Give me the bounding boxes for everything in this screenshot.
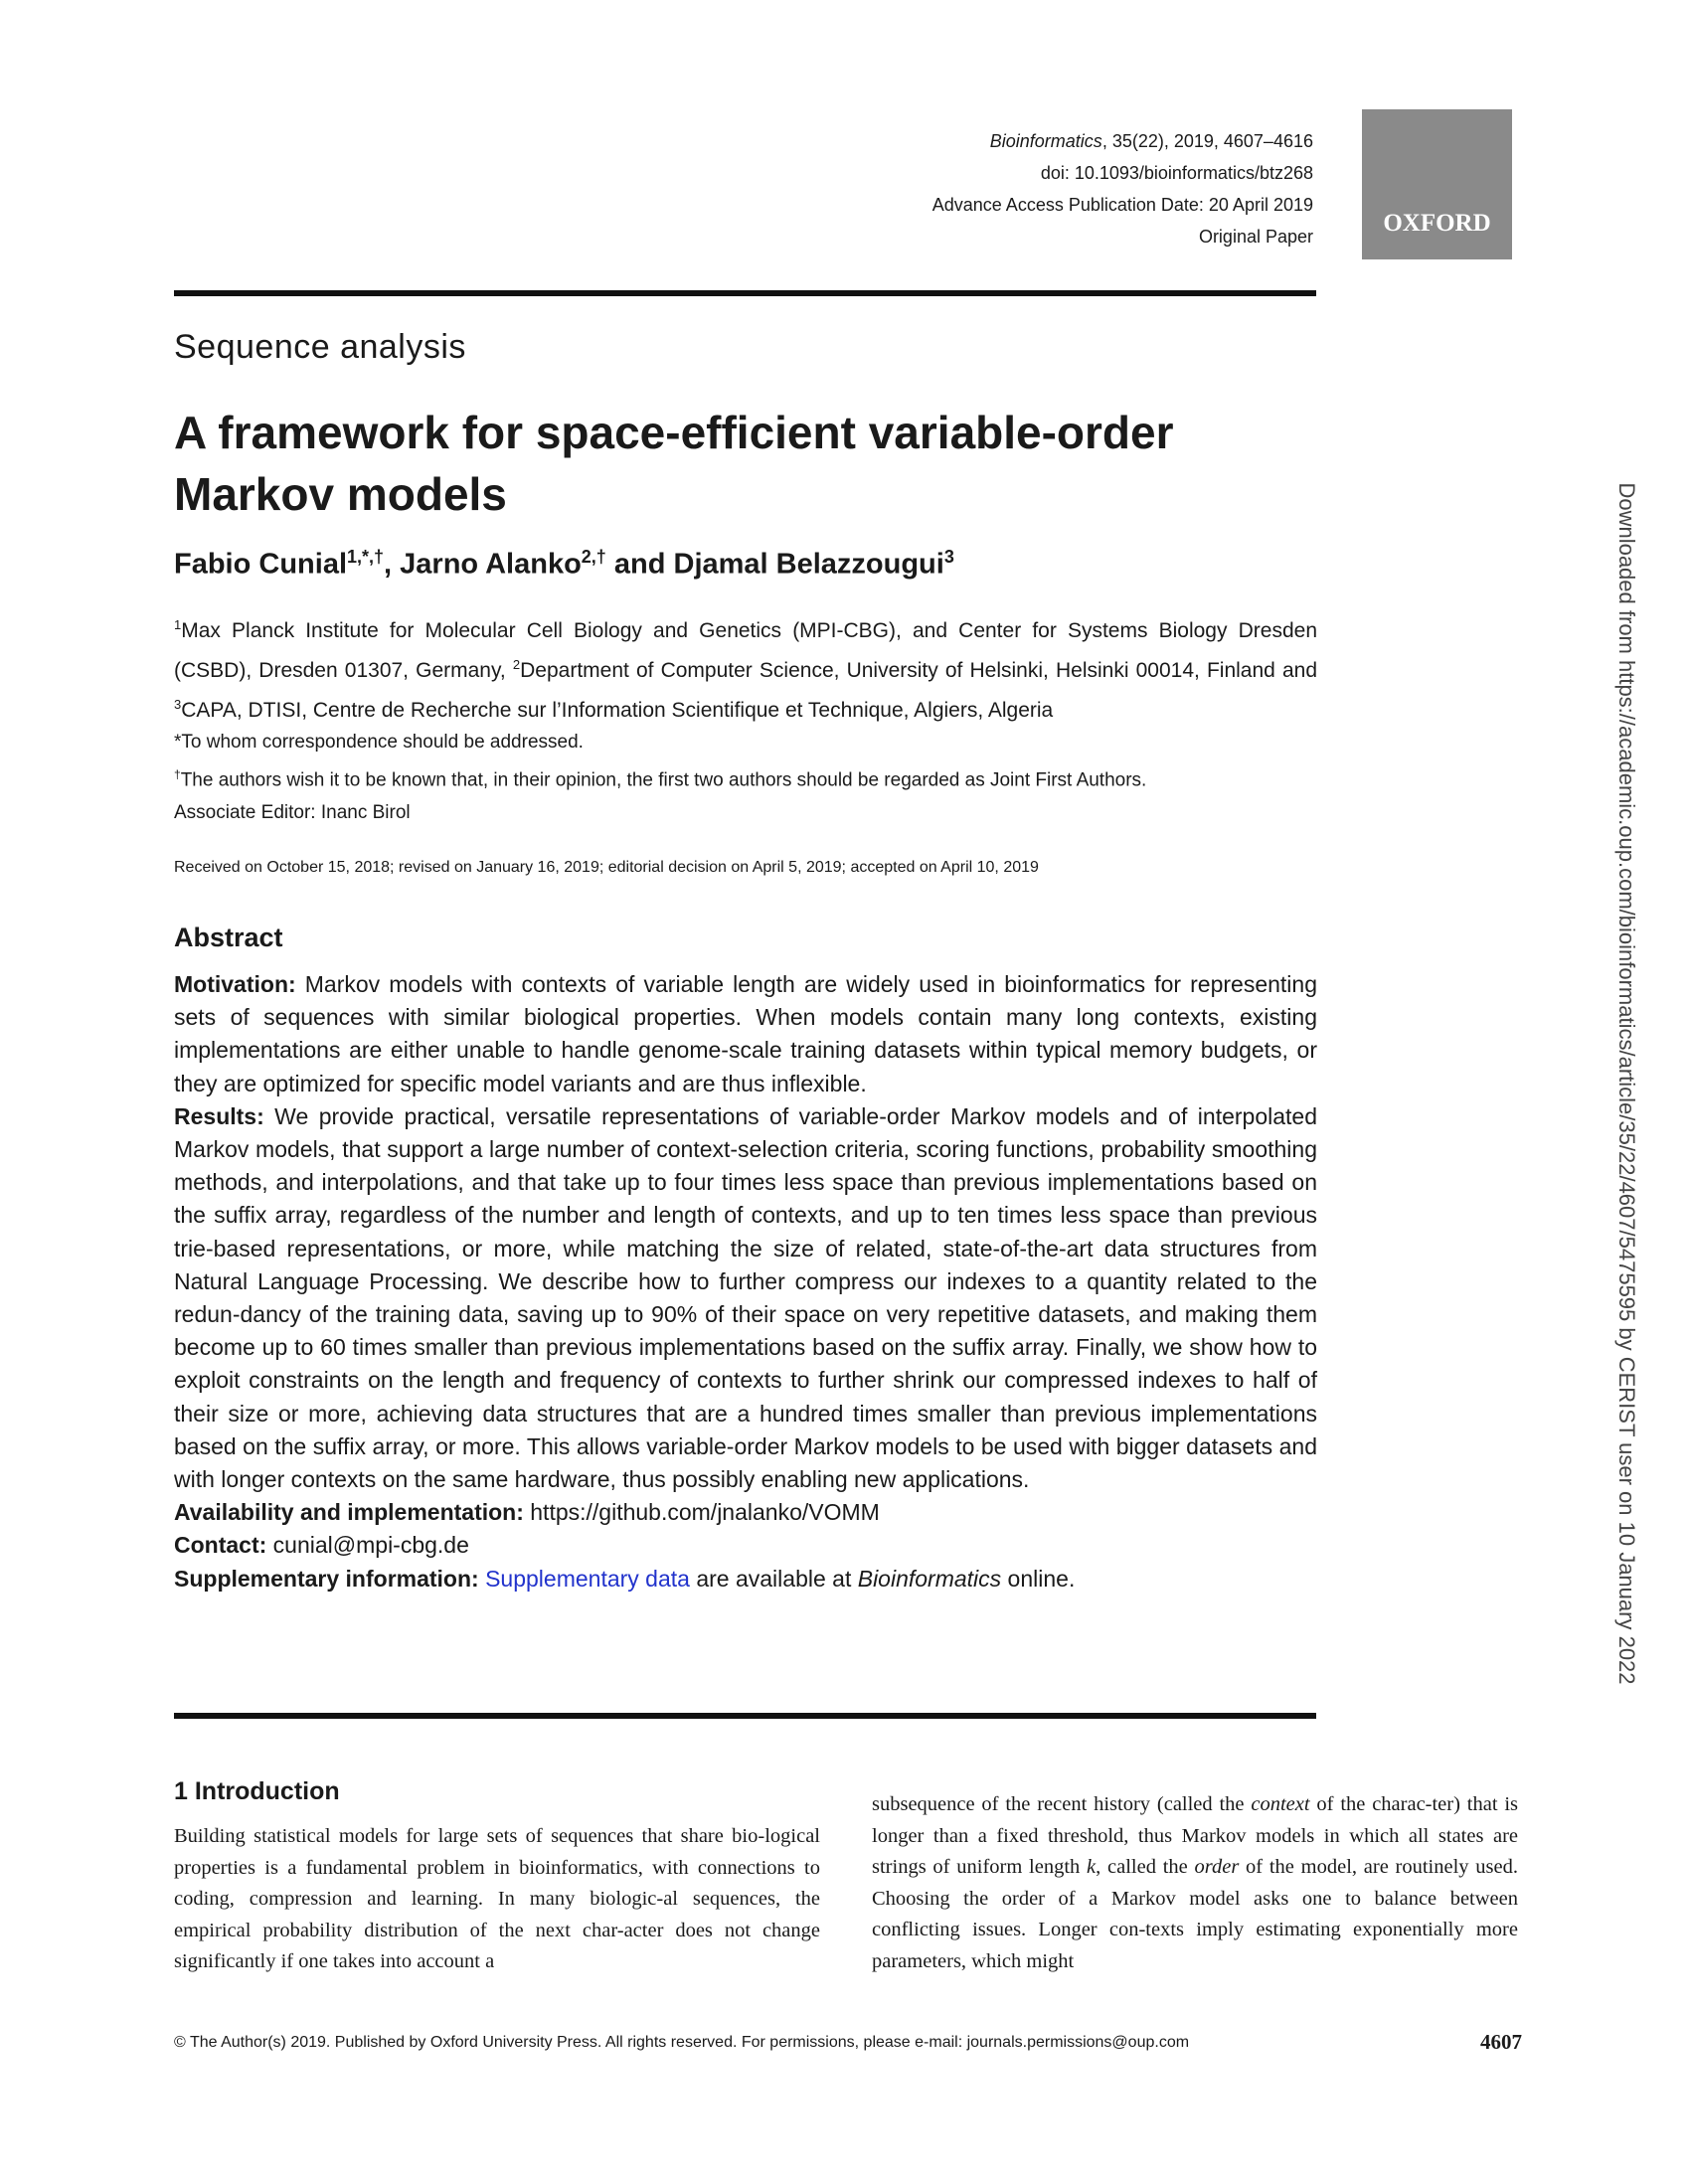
affiliation-mark: 2 bbox=[512, 657, 521, 672]
abstract-body bbox=[174, 968, 1317, 1596]
section-label: Sequence analysis bbox=[174, 328, 466, 366]
results-text: We provide practical, versatile representations of variable-order Markov models and of interpolated Markov models, that support a large number of context-selection criteria, scoring functions, probability smoothing methods, and interpolations, and that take up to four times less space than previous implementations based on the suffix array, regardless of the number and length of contexts, and up to ten times less space than previous trie-based representations, or more, while matching the size of related, state-of-the-art data structures from Natural Language Processing. We describe how to further compress our indexes to a quantity related to the redun-dancy of the training data, saving up to 90% of their space on very repetitive datasets, and making them become up to 60 times smaller than previous implementations based on the suffix array. Finally, we show how to exploit constraints on the length and frequency of contexts to further shrink our compressed indexes to half of their size or more, achieving data structures that are a hundred times smaller than previous implementations based on the suffix array, or more. This allows variable-order Markov models to be used with bigger datasets and with longer contexts on the same hardware, thus possibly enabling new applications. bbox=[174, 1102, 1317, 1493]
abstract-motivation bbox=[174, 968, 1317, 1100]
abstract-contact bbox=[174, 1529, 1317, 1562]
intro-text: of the model, are routinely used. Choosing the order of a Markov model asks one to balance between conflicting issues. Longer con-texts imply estimating exponentially more parameters, which might bbox=[872, 1856, 1518, 1972]
oxford-logo bbox=[1362, 109, 1512, 259]
joint-authorship-note bbox=[174, 758, 1317, 796]
supplementary-journal: Bioinformatics bbox=[857, 1565, 1002, 1592]
supplementary-text: are available at bbox=[689, 1565, 858, 1592]
journal-name: Bioinformatics bbox=[989, 131, 1102, 151]
joint-authorship-text: The authors wish it to be known that, in their opinion, the first two authors should be regarded as Joint First Authors. bbox=[180, 769, 1147, 791]
motivation-text: Markov models with contexts of variable length are widely used in bioinformatics for representing sets of sequences with similar biological properties. When models contain many long contexts, existing implementations are either unable to handle genome-scale training datasets within typical memory budgets, or they are optimized for specific model variants and are thus inflexible. bbox=[174, 971, 1317, 1096]
author-name: Fabio Cunial bbox=[174, 548, 347, 581]
intro-text: , called the bbox=[1096, 1856, 1195, 1878]
affiliation-text: Max Planck Institute for Molecular Cell Biology and Genetics (MPI-CBG), and Center for Systems Biology Dresden (CSBD), Dresden 01307, Germany, bbox=[174, 619, 1317, 682]
affiliation-text: Department of Computer Science, University of Helsinki, Helsinki 00014, Finland and bbox=[520, 659, 1317, 682]
intro-italic-term: context bbox=[1251, 1793, 1310, 1815]
dagger-mark: † bbox=[174, 767, 181, 781]
abstract-availability bbox=[174, 1496, 1317, 1529]
abstract-supplementary bbox=[174, 1563, 1317, 1596]
copyright-footer: © The Author(s) 2019. Published by Oxford University Press. All rights reserved. For permissions, please e-mail: journals.permissions@oup.com bbox=[174, 2034, 1190, 2051]
intro-right-column bbox=[872, 1789, 1518, 1977]
abstract-heading: Abstract bbox=[174, 923, 283, 952]
contact-email[interactable]: cunial@mpi-cbg.de bbox=[266, 1532, 469, 1559]
repository-url[interactable]: https://github.com/jnalanko/VOMM bbox=[523, 1499, 880, 1526]
citation-details: , 35(22), 2019, 4607–4616 bbox=[1101, 131, 1313, 151]
intro-text: subsequence of the recent history (called the bbox=[872, 1793, 1252, 1815]
supplementary-data-link[interactable]: Supplementary data bbox=[485, 1565, 690, 1592]
header-rule bbox=[174, 290, 1316, 296]
abstract-rule bbox=[174, 1713, 1316, 1719]
page-number: 4607 bbox=[1480, 2030, 1522, 2054]
doi: doi: 10.1093/bioinformatics/btz268 bbox=[1040, 163, 1313, 183]
author-separator: , bbox=[384, 548, 401, 581]
affiliation-mark: 3 bbox=[174, 697, 182, 712]
author-affiliation-mark: 1,*,† bbox=[347, 547, 385, 567]
oxford-logo-text: OXFORD bbox=[1383, 210, 1491, 237]
affiliations bbox=[174, 608, 1317, 728]
article-type: Original Paper bbox=[1198, 227, 1313, 247]
advance-access-date: Advance Access Publication Date: 20 April 2019 bbox=[931, 195, 1313, 215]
affiliation-text: CAPA, DTISI, Centre de Recherche sur l’Information Scientifique et Technique, Algiers, Algeria bbox=[181, 699, 1054, 722]
author-separator: and bbox=[605, 548, 674, 581]
intro-text: of the charac-ter) that is longer than a fixed threshold, thus Markov models in which all states are strings of uniform length bbox=[872, 1793, 1519, 1878]
intro-italic-term: k bbox=[1087, 1856, 1097, 1878]
correspondence-note: *To whom correspondence should be addressed. bbox=[174, 732, 584, 753]
author-affiliation-mark: 2,† bbox=[581, 547, 606, 567]
associate-editor: Associate Editor: Inanc Birol bbox=[174, 802, 411, 824]
author-list bbox=[174, 547, 954, 582]
affiliation-mark: 1 bbox=[174, 617, 182, 632]
availability-label: Availability and implementation: bbox=[174, 1499, 524, 1526]
supplementary-label: Supplementary information: bbox=[174, 1565, 479, 1592]
author-affiliation-mark: 3 bbox=[943, 547, 954, 567]
citation-line bbox=[932, 125, 1313, 157]
contact-label: Contact: bbox=[174, 1532, 267, 1559]
results-label: Results: bbox=[174, 1102, 264, 1129]
motivation-label: Motivation: bbox=[174, 971, 296, 997]
supplementary-text-end: online. bbox=[1001, 1565, 1076, 1592]
intro-italic-term: order bbox=[1194, 1856, 1240, 1878]
author-name: Djamal Belazzougui bbox=[673, 548, 944, 581]
paper-title: A framework for space-efficient variable-order Markov models bbox=[174, 407, 1174, 520]
received-dates: Received on October 15, 2018; revised on January 16, 2019; editorial decision on April 5, 2019; accepted on April 10, 2019 bbox=[174, 859, 1039, 876]
abstract-results bbox=[174, 1100, 1317, 1496]
intro-left-column: Building statistical models for large sets of sequences that share bio-logical properties is a fundamental problem in bioinformatics, with connections to coding, compression and learning. In many biologic-al sequences, the empirical probability distribution of the next char-acter does not change significantly if one takes into account a bbox=[174, 1825, 820, 1972]
intro-heading: 1 Introduction bbox=[174, 1777, 340, 1805]
author-name: Jarno Alanko bbox=[400, 548, 582, 581]
author-notes bbox=[174, 726, 1317, 829]
download-watermark: Downloaded from https://academic.oup.com/bioinformatics/article/35/22/4607/5475595 by CERIST user on 10 January 2022 bbox=[1614, 482, 1639, 1685]
journal-header bbox=[932, 125, 1313, 252]
